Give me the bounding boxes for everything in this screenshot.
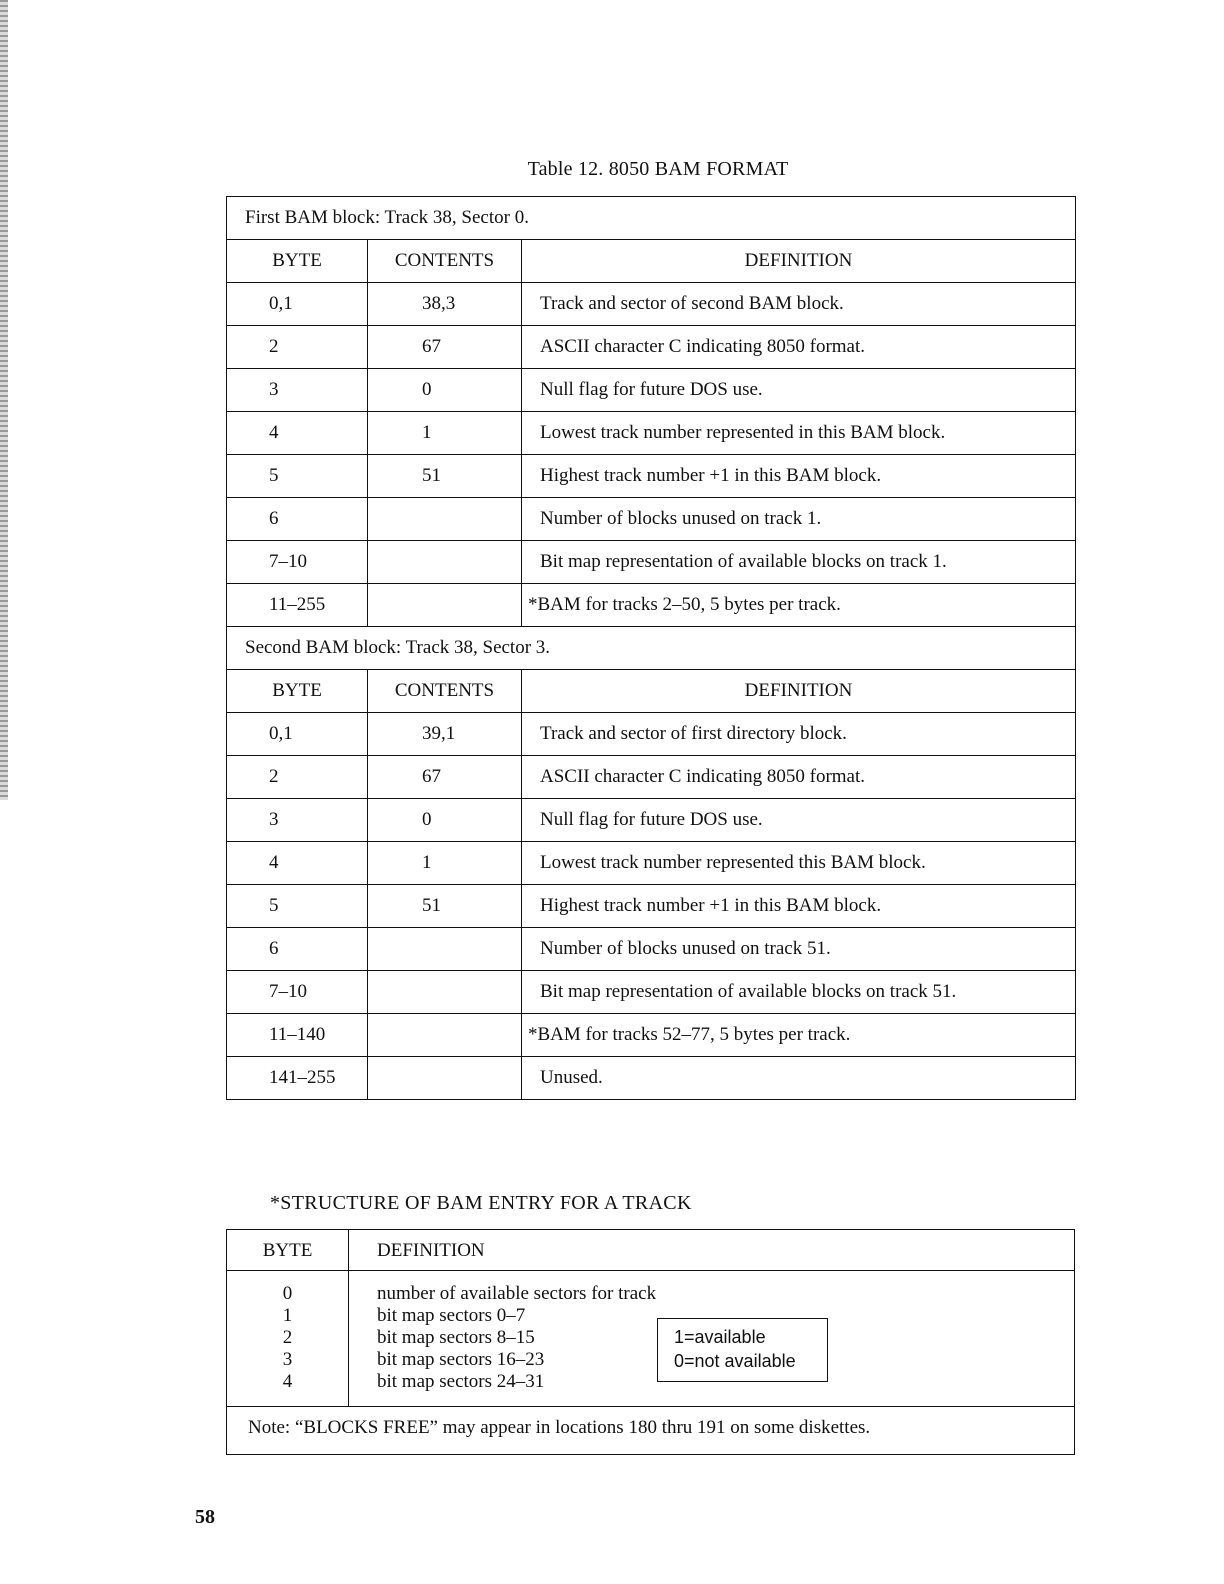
byte-cell: 2: [227, 756, 368, 799]
structure-header-byte: BYTE: [262, 1240, 313, 1261]
table-row: [227, 498, 1076, 541]
definition-cell: ASCII character C indicating 8050 format.: [522, 326, 1076, 369]
structure-title: *STRUCTURE OF BAM ENTRY FOR A TRACK: [270, 1192, 692, 1214]
definition-cell: Null flag for future DOS use.: [522, 799, 1076, 842]
table-row: [227, 971, 1076, 1014]
note-row: [227, 1406, 1074, 1454]
contents-cell: 1: [368, 842, 522, 885]
header-row: [227, 670, 1076, 713]
bam-format-table: [226, 196, 1076, 1100]
contents-cell: 51: [368, 885, 522, 928]
table-row: [227, 584, 1076, 627]
byte-cell: 7–10: [227, 541, 368, 584]
scan-edge-artifact: [0, 0, 8, 800]
byte-cell: 11–255: [227, 584, 368, 627]
table-row: [227, 412, 1076, 455]
structure-byte: 0: [282, 1283, 293, 1304]
contents-cell: [368, 498, 522, 541]
block-title: Second BAM block: Track 38, Sector 3.: [227, 627, 1076, 670]
legend-not-available: 0=not available: [674, 1351, 796, 1371]
definition-cell: Lowest track number represented in this BAM block.: [522, 412, 1076, 455]
header-byte: BYTE: [227, 240, 368, 283]
byte-cell: 6: [227, 928, 368, 971]
header-contents: CONTENTS: [368, 240, 522, 283]
table-row: [227, 1057, 1076, 1100]
definition-cell: Track and sector of first directory block.: [522, 713, 1076, 756]
structure-definition: bit map sectors 0–7: [377, 1305, 526, 1326]
byte-cell: 11–140: [227, 1014, 368, 1057]
page-number: 58: [195, 1506, 215, 1528]
byte-cell: 141–255: [227, 1057, 368, 1100]
definition-cell: Number of blocks unused on track 51.: [522, 928, 1076, 971]
structure-byte: 4: [282, 1371, 293, 1392]
structure-header-row: [227, 1230, 1074, 1271]
structure-byte: 2: [282, 1327, 293, 1348]
contents-cell: [368, 541, 522, 584]
byte-cell: 7–10: [227, 971, 368, 1014]
byte-cell: 4: [227, 842, 368, 885]
bam-entry-structure-table: [226, 1229, 1075, 1455]
header-row: [227, 240, 1076, 283]
byte-cell: 6: [227, 498, 368, 541]
contents-cell: 0: [368, 369, 522, 412]
byte-cell: 3: [227, 369, 368, 412]
structure-byte-column: [227, 1283, 348, 1393]
note-text: Note: “BLOCKS FREE” may appear in locations 180 thru 191 on some diskettes.: [248, 1417, 871, 1438]
definition-cell: *BAM for tracks 2–50, 5 bytes per track.: [522, 584, 1076, 627]
contents-cell: [368, 971, 522, 1014]
definition-cell: Highest track number +1 in this BAM block.: [522, 455, 1076, 498]
definition-cell: Highest track number +1 in this BAM block.: [522, 885, 1076, 928]
byte-cell: 0,1: [227, 713, 368, 756]
table-title: Table 12. 8050 BAM FORMAT: [527, 158, 789, 180]
structure-definition: bit map sectors 16–23: [377, 1349, 545, 1370]
definition-cell: Null flag for future DOS use.: [522, 369, 1076, 412]
contents-cell: [368, 928, 522, 971]
byte-cell: 5: [227, 885, 368, 928]
structure-definition-column: [377, 1283, 656, 1393]
header-contents: CONTENTS: [368, 670, 522, 713]
byte-cell: 5: [227, 455, 368, 498]
block-title-row: [227, 197, 1076, 240]
contents-cell: 0: [368, 799, 522, 842]
structure-definition: bit map sectors 8–15: [377, 1327, 535, 1348]
table-row: [227, 885, 1076, 928]
structure-header-definition: DEFINITION: [377, 1240, 485, 1261]
structure-byte: 1: [282, 1305, 293, 1326]
structure-definition: number of available sectors for track: [377, 1283, 657, 1304]
contents-cell: 39,1: [368, 713, 522, 756]
contents-cell: 67: [368, 326, 522, 369]
header-definition: DEFINITION: [522, 670, 1076, 713]
contents-cell: 38,3: [368, 283, 522, 326]
block-title: First BAM block: Track 38, Sector 0.: [227, 197, 1076, 240]
definition-cell: ASCII character C indicating 8050 format.: [522, 756, 1076, 799]
contents-cell: 51: [368, 455, 522, 498]
header-byte: BYTE: [227, 670, 368, 713]
definition-cell: Bit map representation of available blocks on track 1.: [522, 541, 1076, 584]
block-title-row: [227, 627, 1076, 670]
table-row: [227, 842, 1076, 885]
availability-legend: [657, 1318, 828, 1382]
byte-cell: 4: [227, 412, 368, 455]
definition-cell: Number of blocks unused on track 1.: [522, 498, 1076, 541]
byte-cell: 2: [227, 326, 368, 369]
column-divider: [348, 1230, 349, 1406]
header-definition: DEFINITION: [522, 240, 1076, 283]
definition-cell: Unused.: [522, 1057, 1076, 1100]
contents-cell: [368, 1014, 522, 1057]
table-row: [227, 1014, 1076, 1057]
table-row: [227, 326, 1076, 369]
table-row: [227, 541, 1076, 584]
table-row: [227, 713, 1076, 756]
table-row: [227, 283, 1076, 326]
table-row: [227, 799, 1076, 842]
table-row: [227, 455, 1076, 498]
definition-cell: *BAM for tracks 52–77, 5 bytes per track.: [522, 1014, 1076, 1057]
contents-cell: [368, 1057, 522, 1100]
definition-cell: Lowest track number represented this BAM block.: [522, 842, 1076, 885]
structure-definition: bit map sectors 24–31: [377, 1371, 545, 1392]
byte-cell: 0,1: [227, 283, 368, 326]
table-row: [227, 756, 1076, 799]
contents-cell: 1: [368, 412, 522, 455]
contents-cell: 67: [368, 756, 522, 799]
legend-available: 1=available: [674, 1327, 766, 1347]
definition-cell: Track and sector of second BAM block.: [522, 283, 1076, 326]
table-row: [227, 928, 1076, 971]
structure-byte: 3: [282, 1349, 293, 1370]
contents-cell: [368, 584, 522, 627]
definition-cell: Bit map representation of available blocks on track 51.: [522, 971, 1076, 1014]
byte-cell: 3: [227, 799, 368, 842]
table-row: [227, 369, 1076, 412]
